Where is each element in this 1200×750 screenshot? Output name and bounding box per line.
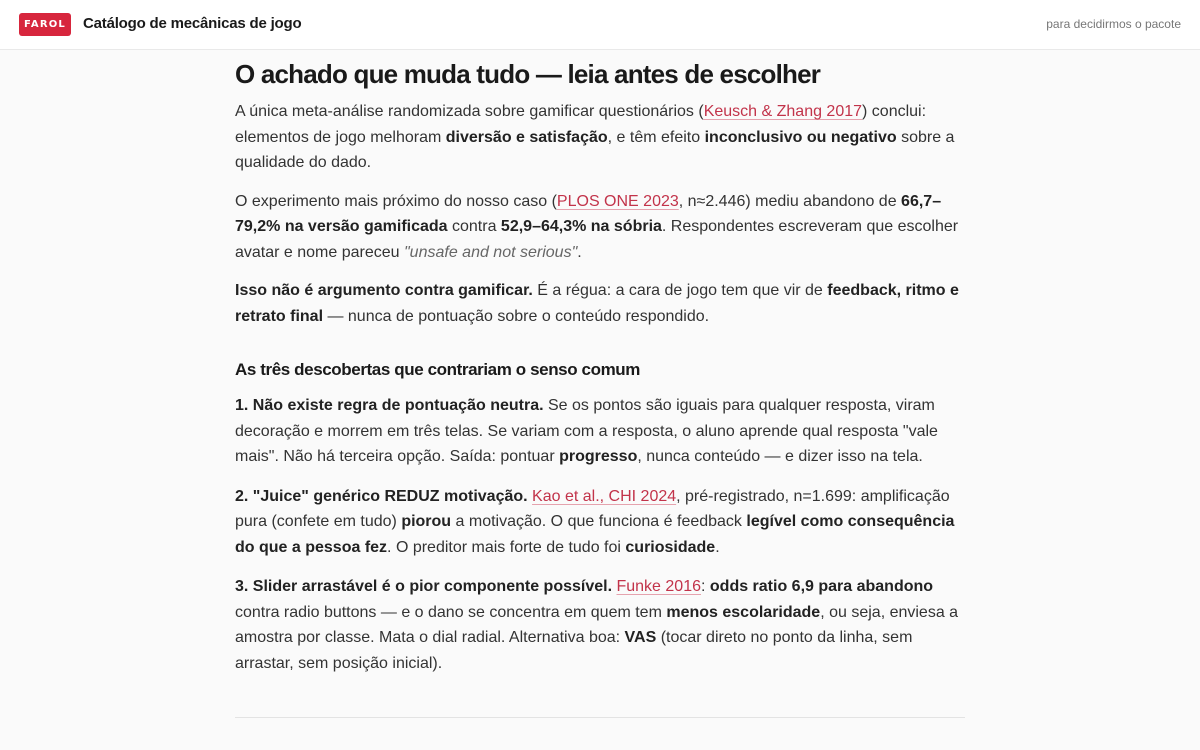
- reference-link-keusch-zhang[interactable]: Keusch & Zhang 2017: [703, 103, 863, 120]
- text-span: a motivação. O que funciona é feedback: [451, 513, 747, 530]
- section-divider: [235, 717, 965, 718]
- bold-text: progresso: [559, 448, 638, 465]
- text-span: , n≈2.446) mediu abandono de: [678, 192, 902, 210]
- text-span: (tocar direto no ponto da linha, sem arrastar, sem posição inicial).: [235, 629, 913, 672]
- text-span: , pré-registrado, n=1.699: amplificação pura (confete em tudo): [235, 487, 950, 530]
- text-span: ) conclui: elementos de jogo melhoram: [235, 103, 927, 146]
- text-span: sobre a qualidade do dado.: [235, 128, 955, 171]
- text-span: contra radio buttons — e o dano se concentra em quem tem: [235, 603, 667, 621]
- bold-text: 52,9–64,3% na sóbria: [500, 218, 662, 235]
- text-span: A única meta-análise randomizada sobre gamificar questionários (: [235, 103, 704, 120]
- text-span: . O preditor mais forte de tudo foi: [387, 538, 626, 556]
- paragraph-meta-analysis: [235, 99, 965, 176]
- main-content: [235, 57, 965, 676]
- bold-text: odds ratio 6,9 para abandono: [709, 578, 934, 595]
- page-title: O achado que muda tudo — leia antes de escolher: [235, 59, 821, 89]
- reference-link-kao-chi[interactable]: Kao et al., CHI 2024: [532, 487, 677, 505]
- text-span: , ou seja, enviesa a amostra por classe. Mata o dial radial. Alternativa boa:: [235, 603, 959, 646]
- bold-text: 3. Slider arrastável é o pior componente possível.: [235, 578, 613, 595]
- text-span: .: [715, 538, 720, 556]
- logo-badge[interactable]: FAROL: [19, 13, 71, 36]
- bold-text: legível como consequência do que a pessoa fez: [235, 513, 955, 556]
- reference-link-plos-one[interactable]: PLOS ONE 2023: [556, 192, 679, 210]
- bold-text: 66,7–79,2% na versão gamificada: [235, 192, 942, 235]
- text-span: O experimento mais próximo do nosso caso (: [235, 192, 557, 210]
- bold-text: Isso não é argumento contra gamificar.: [235, 282, 533, 299]
- bold-text: menos escolaridade: [666, 603, 821, 621]
- paragraph-experiment: [235, 189, 965, 266]
- finding-2: [235, 484, 965, 561]
- bold-text: 1. Não existe regra de pontuação neutra.: [235, 397, 544, 414]
- text-span: , nunca conteúdo — e dizer isso na tela.: [637, 448, 923, 465]
- app-subtitle: para decidirmos o pacote: [1046, 17, 1181, 31]
- finding-1: [235, 393, 965, 470]
- top-bar: [0, 0, 1200, 50]
- text-span: Se os pontos são iguais para qualquer resposta, viram decoração e morrem em três telas. Se variam com a resposta, o aluno aprende qual resposta "vale mais". Não há terceira opção. Saída: pontuar: [235, 397, 938, 465]
- text-span: contra: [447, 218, 501, 235]
- bold-text: curiosidade: [625, 538, 716, 556]
- quote-text: "unsafe and not serious": [404, 243, 578, 261]
- bold-text: 2. "Juice" genérico REDUZ motivação.: [235, 487, 528, 505]
- section-heading: As três descobertas que contrariam o senso comum: [235, 360, 640, 379]
- bold-text: piorou: [401, 513, 452, 530]
- text-span: :: [701, 578, 710, 595]
- text-span: É a régua: a cara de jogo tem que vir de: [532, 282, 828, 299]
- text-span: , e têm efeito: [607, 128, 705, 146]
- bold-text: diversão e satisfação: [445, 128, 608, 146]
- paragraph-ruler: [235, 278, 965, 329]
- text-span: .: [577, 243, 582, 261]
- reference-link-funke[interactable]: Funke 2016: [616, 578, 701, 595]
- finding-3: [235, 574, 965, 676]
- bold-text: VAS: [624, 629, 657, 646]
- text-span: . Respondentes escreveram que escolher avatar e nome pareceu: [235, 218, 959, 261]
- bold-text: feedback, ritmo e retrato final: [235, 282, 959, 325]
- app-title: Catálogo de mecânicas de jogo: [83, 15, 302, 32]
- text-span: — nunca de pontuação sobre o conteúdo respondido.: [323, 307, 710, 325]
- bold-text: inconclusivo ou negativo: [704, 128, 897, 146]
